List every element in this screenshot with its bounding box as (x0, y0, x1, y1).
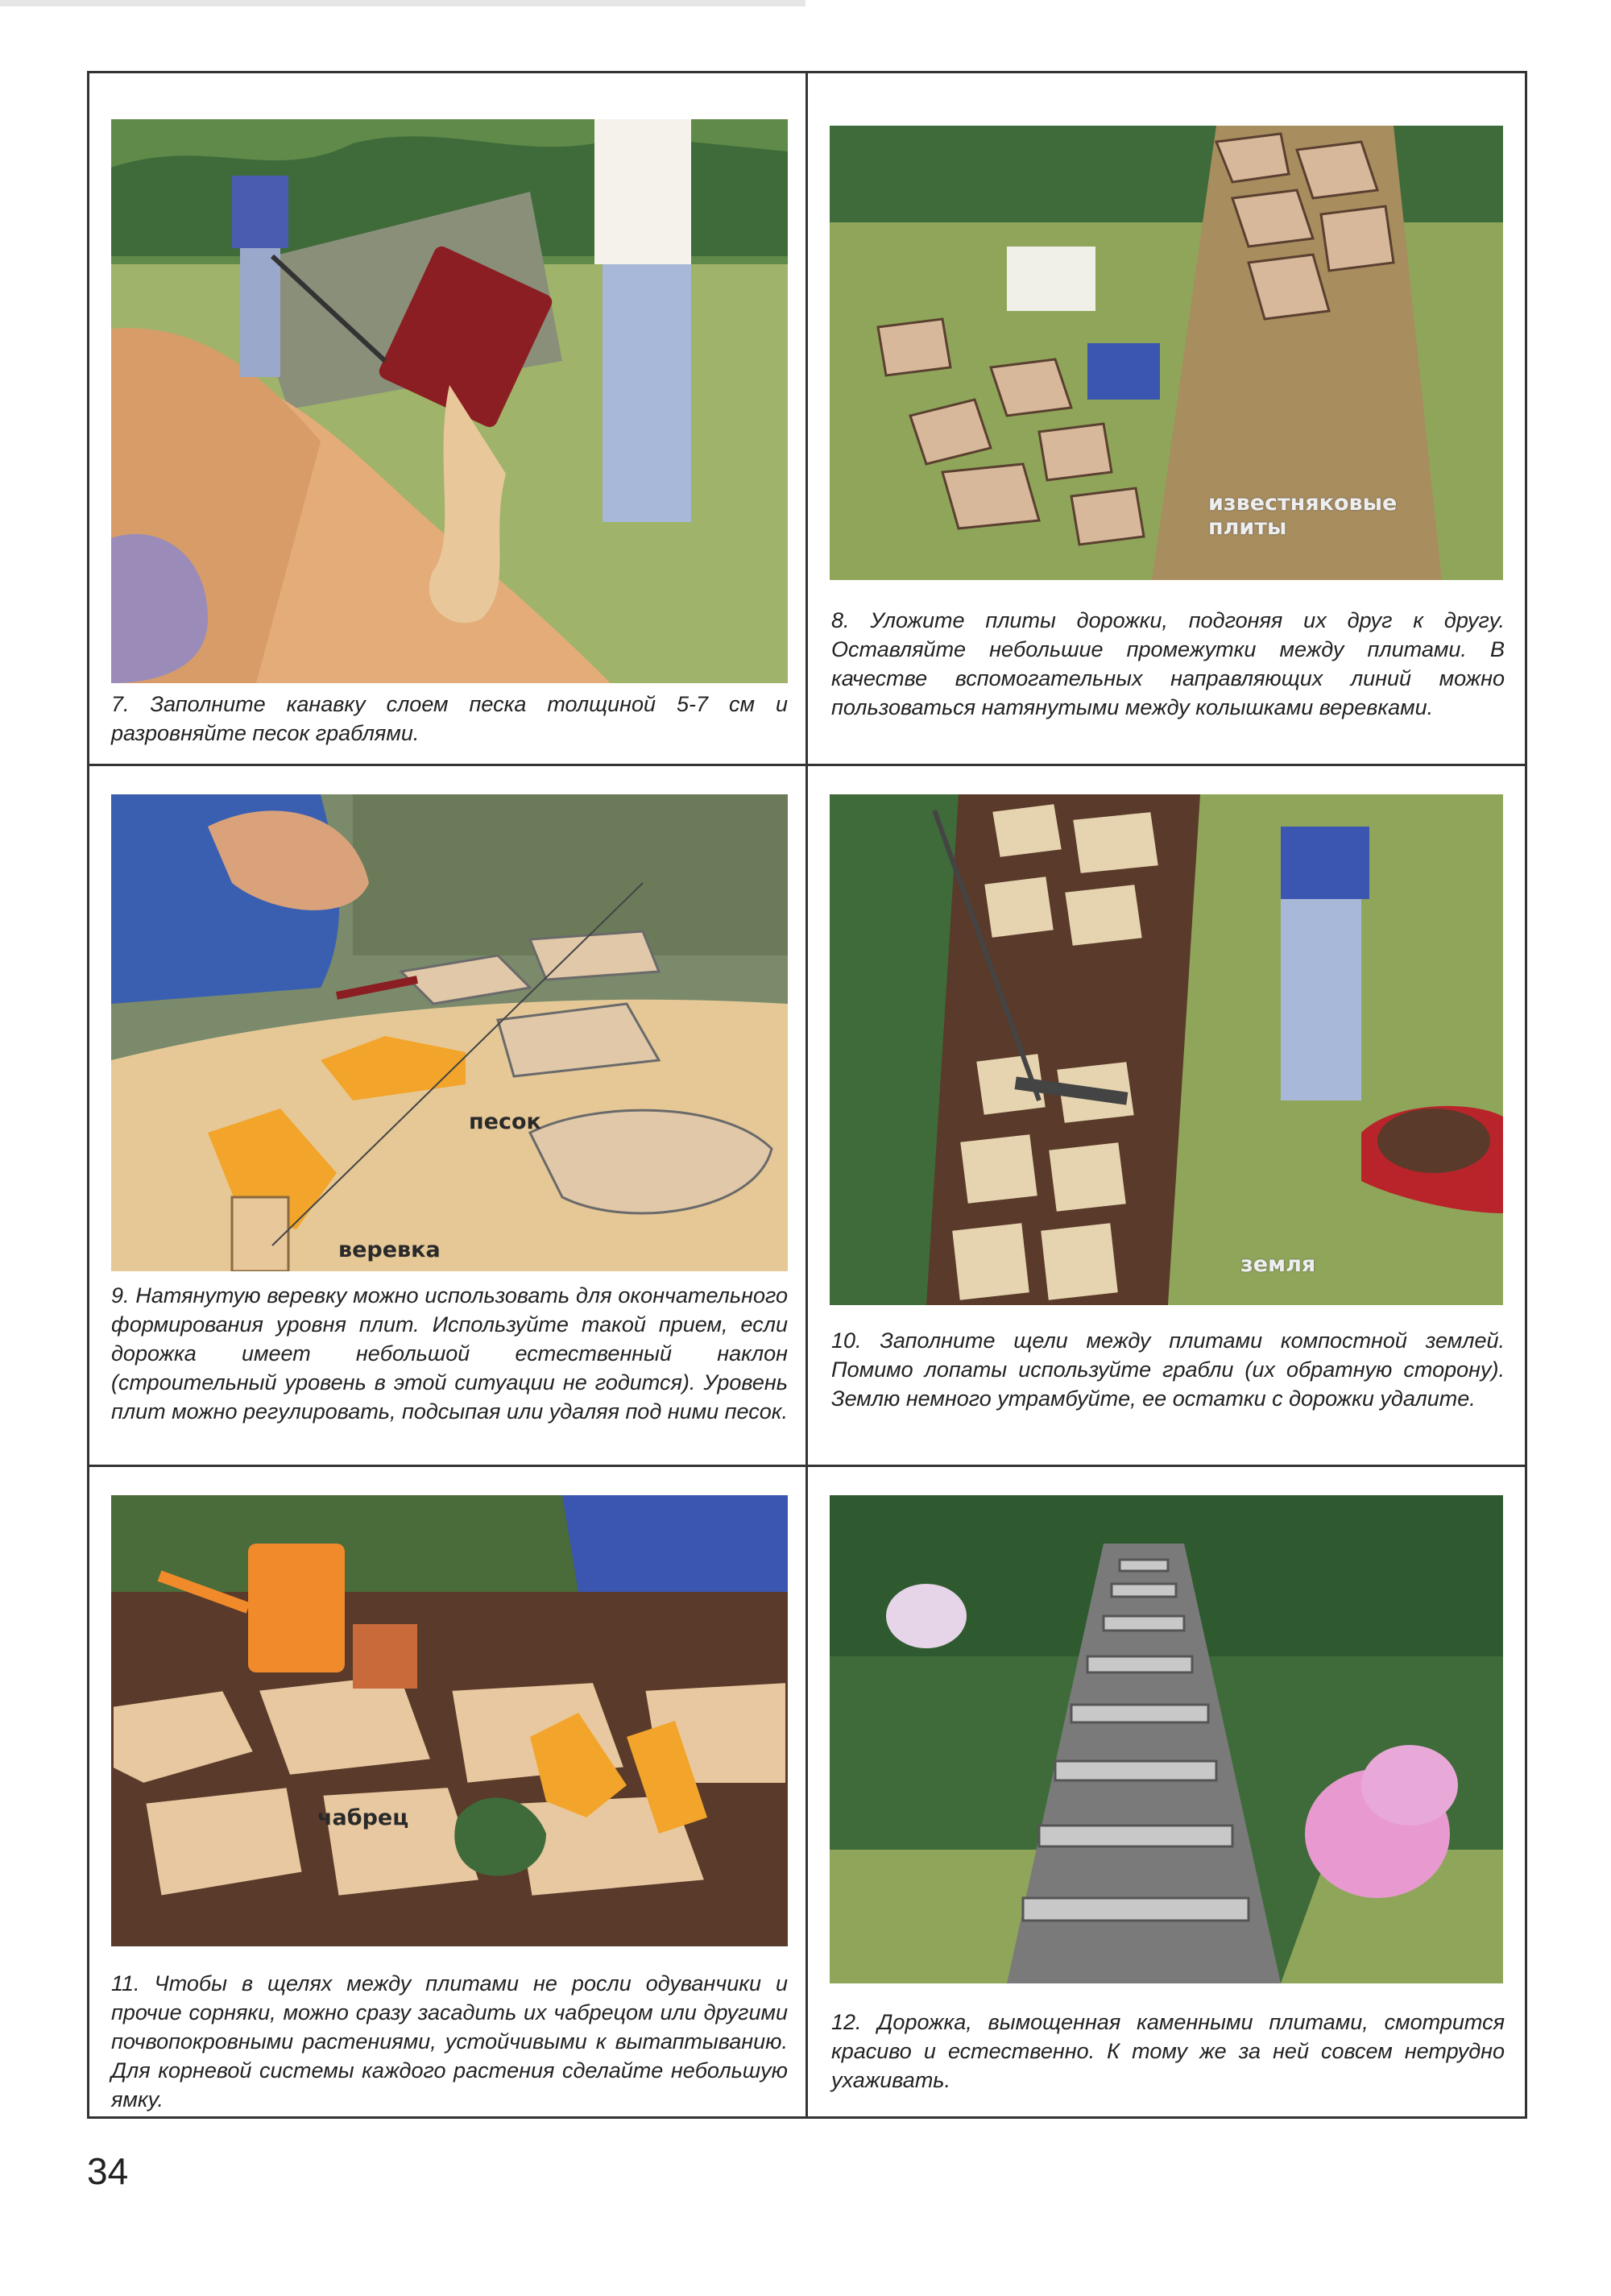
step-8-label-limestone: известняковые плиты (1208, 491, 1398, 540)
step-11-caption: 11. Чтобы в щелях между плитами не росли одуванчики и прочие сорняки, можно сразу засадить их чабрецом или другими почвопокровными растениями, устойчивыми к вытаптыванию. Для корневой системы каждого растения сделайте небольшую ямку. (111, 1971, 788, 2112)
step-9-illustration (111, 794, 788, 1271)
page-number: 34 (87, 2150, 129, 2192)
step-7-illustration (111, 119, 788, 683)
step-9-label-sand: песок (469, 1109, 541, 1134)
row-divider-2 (87, 1465, 1527, 1467)
step-9-label-rope: веревка (338, 1237, 441, 1262)
step-11-illustration (111, 1495, 788, 1946)
step-10-caption: 10. Заполните щели между плитами компостной землей. Помимо лопаты используйте грабли (их обратную сторону). Землю немного утрамбуйте, ее остатки с дорожки удалите. (831, 1328, 1505, 1411)
row-divider-1 (87, 764, 1527, 766)
step-9-caption: 9. Натянутую веревку можно использовать для окончательного формирования уровня плит. Используйте такой прием, если дорожка имеет небольшой естественный наклон (строительный уровень в этой ситуации не годится). Уровень плит можно регулировать, подсыпая или удаляя под ними песок. (111, 1283, 788, 1424)
step-8-caption: 8. Уложите плиты дорожки, подгоняя их друг к другу. Оставляйте небольшие промежутки между плитами. В качестве вспомогательных направляющих линий можно пользоваться натянутыми между колышками веревками. (831, 608, 1505, 719)
step-10-label-soil: земля (1240, 1252, 1316, 1277)
step-7-caption: 7. Заполните канавку слоем песка толщиной 5-7 см и разровняйте песок граблями. (111, 692, 788, 745)
step-12-caption: 12. Дорожка, вымощенная каменными плитами, смотрится красиво и естественно. К тому же за ней совсем нетрудно ухаживать. (831, 2010, 1505, 2092)
step-10-illustration (830, 794, 1503, 1305)
top-edge-line (0, 0, 806, 6)
step-12-illustration (830, 1495, 1503, 1983)
step-11-label-thyme: чабрец (317, 1805, 409, 1830)
column-divider (806, 71, 808, 2119)
